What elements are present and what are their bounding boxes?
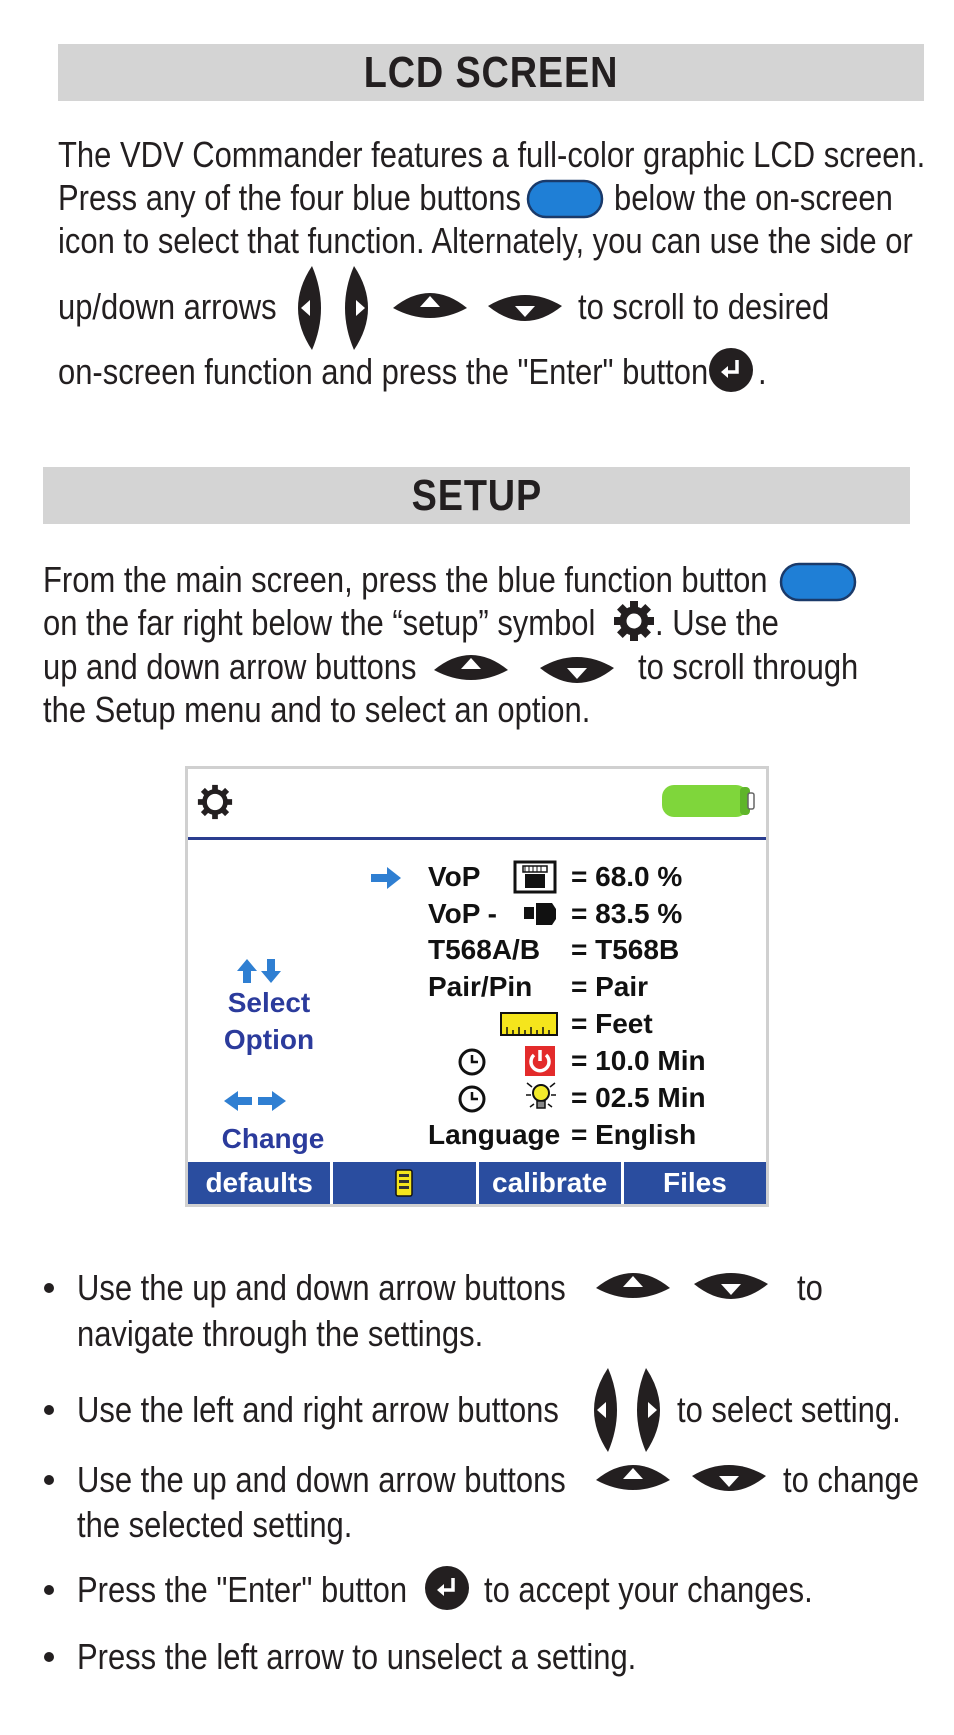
setting-label-vop-2: VoP -: [428, 898, 497, 929]
battery-icon: [660, 781, 756, 821]
bullet-dot: [44, 1283, 54, 1293]
bullet-3c: the selected setting.: [77, 1504, 353, 1545]
blue-function-button-icon: [779, 562, 859, 602]
down-arrow-icon: [484, 288, 566, 332]
backlight-bulb-icon: [524, 1079, 558, 1115]
left-right-arrows-icon: [220, 1087, 290, 1117]
clock-icon: [456, 1046, 488, 1078]
gear-icon: [614, 601, 654, 641]
bullet-4b: to accept your changes.: [484, 1569, 813, 1610]
change-label: Change: [221, 1123, 325, 1154]
up-down-arrows-icon: [233, 955, 289, 985]
bullet-1b: to: [797, 1267, 823, 1308]
setting-value-units: = Feet: [571, 1008, 653, 1039]
lcd-line-2a: Press any of the four blue buttons: [58, 177, 521, 218]
ruler-icon: [499, 1011, 559, 1037]
bullet-3a: Use the up and down arrow buttons: [77, 1459, 566, 1500]
selection-arrow-icon: [369, 865, 403, 891]
clock-icon: [456, 1083, 488, 1115]
setup-line-1: From the main screen, press the blue function button: [43, 559, 768, 600]
setting-value-language: = English: [571, 1119, 697, 1150]
up-arrow-icon: [592, 1266, 674, 1310]
lcd-line-5b: .: [758, 351, 767, 392]
softkey-files[interactable]: Files: [662, 1167, 727, 1198]
lcd-line-5a: on-screen function and press the "Enter" button: [58, 351, 709, 392]
up-arrow-icon: [430, 648, 512, 692]
left-arrow-icon: [290, 264, 330, 352]
up-arrow-icon: [592, 1458, 674, 1502]
setup-line-2a: on the far right below the “setup” symbol: [43, 602, 596, 643]
bullet-dot: [44, 1475, 54, 1485]
bullet-3b: to change: [783, 1459, 920, 1500]
bullet-2a: Use the left and right arrow buttons: [77, 1389, 559, 1430]
lcd-line-4b: to scroll to desired: [578, 286, 830, 327]
setup-line-3a: up and down arrow buttons: [43, 646, 417, 687]
setup-line-3b: to scroll through: [638, 646, 859, 687]
setting-value-vop-2: = 83.5 %: [571, 898, 683, 929]
setting-value-wiring: = T568B: [571, 934, 680, 965]
cable-end-icon: [513, 860, 557, 894]
enter-button-icon: [425, 1566, 471, 1612]
lcd-line-4a: up/down arrows: [58, 286, 277, 327]
softkey-bar: [188, 1162, 766, 1204]
setup-heading: SETUP: [43, 467, 910, 524]
bullet-dot: [44, 1585, 54, 1595]
blue-function-button-icon: [526, 179, 606, 219]
setup-screen: [185, 766, 769, 1207]
down-arrow-icon: [688, 1458, 770, 1502]
setup-line-2b: . Use the: [655, 602, 779, 643]
lcd-screen-heading: LCD SCREEN: [58, 44, 924, 101]
remote-device-icon: [393, 1168, 415, 1198]
setting-value-backlight: = 02.5 Min: [571, 1082, 706, 1113]
setup-line-4: the Setup menu and to select an option.: [43, 689, 591, 730]
bullet-1c: navigate through the settings.: [77, 1313, 484, 1354]
setup-gear-icon: [196, 783, 234, 821]
lcd-line-1: The VDV Commander features a full-color graphic LCD screen.: [58, 134, 926, 175]
bullet-2b: to select setting.: [677, 1389, 901, 1430]
select-label: Select: [227, 987, 311, 1018]
softkey-defaults[interactable]: defaults: [188, 1162, 333, 1204]
softkey-device[interactable]: [333, 1162, 478, 1204]
bullet-1a: Use the up and down arrow buttons: [77, 1267, 566, 1308]
lcd-line-2b: below the on-screen: [614, 177, 893, 218]
up-arrow-icon: [389, 286, 471, 330]
setting-label-language: Language: [428, 1119, 561, 1150]
setting-value-vop: = 68.0 %: [571, 861, 683, 892]
setting-label-wiring: T568A/B: [428, 934, 541, 965]
right-arrow-icon: [632, 1366, 672, 1454]
down-arrow-icon: [690, 1266, 772, 1310]
left-arrow-icon: [586, 1366, 626, 1454]
bullet-5: Press the left arrow to unselect a setting.: [77, 1636, 637, 1677]
softkey-calibrate[interactable]: calibrate: [479, 1162, 624, 1204]
right-arrow-icon: [340, 264, 380, 352]
bullet-dot: [44, 1405, 54, 1415]
enter-button-icon: [709, 348, 755, 394]
option-label: Option: [223, 1024, 315, 1055]
setting-value-auto-off: = 10.0 Min: [571, 1045, 706, 1076]
bullet-dot: [44, 1652, 54, 1662]
bullet-4a: Press the "Enter" button: [77, 1569, 408, 1610]
lcd-line-3: icon to select that function. Alternately, you can use the side or: [58, 220, 913, 261]
setting-label-pair-pin: Pair/Pin: [428, 971, 533, 1002]
cable-plug-icon: [522, 899, 558, 929]
power-icon: [523, 1044, 557, 1078]
header-divider: [188, 837, 766, 840]
setting-label-vop: VoP: [428, 861, 481, 892]
setting-value-pair-pin: = Pair: [571, 971, 649, 1002]
